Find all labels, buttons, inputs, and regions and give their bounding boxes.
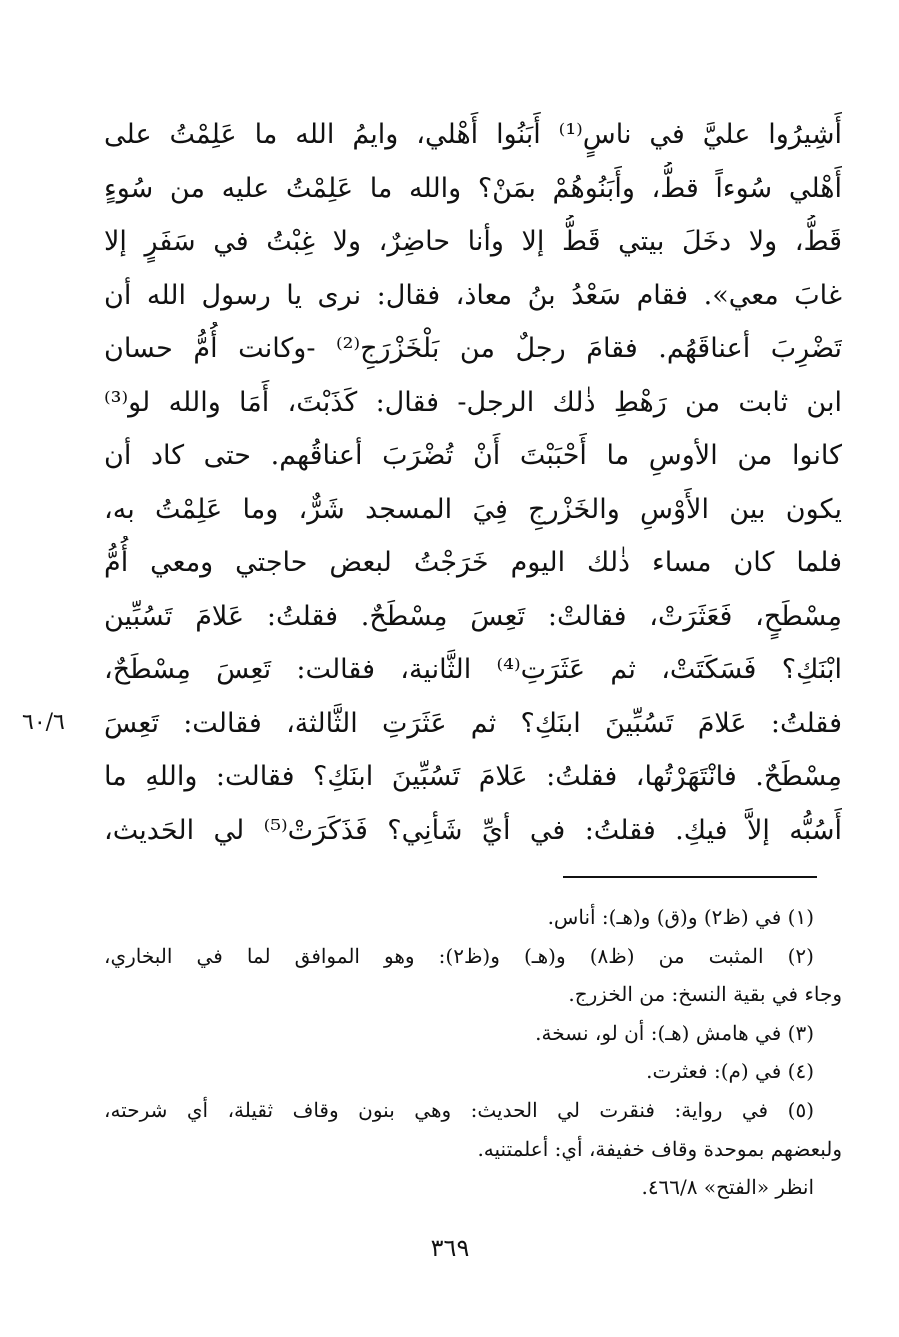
margin-reference: ٦٠/٦ — [22, 710, 65, 735]
main-text — [104, 108, 842, 857]
text-line: مِسْطَحٌ. فانْتَهَرْتُها، فقلتُ: عَلامَ تَسُبِّينَ ابنَكِ؟ فقالت: واللهِ ما — [104, 761, 842, 792]
footnote-line: (١) في (ظ٢) و(ق) و(هـ): أناس. — [547, 905, 814, 929]
text-line: ابْنَكِ؟ فَسَكَتَتْ، ثم عَثَرَتِ⁽⁴⁾ الثَّانية، فقالت: تَعِسَ مِسْطَحٌ، — [104, 654, 842, 685]
text-line: كانوا من الأوسِ ما أَحْبَبْتَ أَنْ تُضْرَبَ أعناقُهم. حتى كاد أن — [104, 440, 842, 471]
footnote-separator — [563, 876, 817, 878]
footnote-line: انظر «الفتح» ٤٦٦/٨. — [641, 1175, 814, 1200]
text-line: مِسْطَحٍ، فَعَثَرَتْ، فقالتْ: تَعِسَ مِسْطَحٌ. فقلتُ: عَلامَ تَسُبِّين — [104, 600, 842, 632]
text-line: يكون بين الأَوْسِ والخَزْرجِ فِيَ المسجد شَرٌّ، وما عَلِمْتُ به، — [104, 493, 842, 525]
footnote-line: ولبعضهم بموحدة وقاف خفيفة، أي: أعلمتنيه. — [477, 1136, 842, 1161]
footnote-line: (٥) في رواية: فنقرت لي الحديث: وهي بنون وقاف ثقيلة، أي شرحته، — [104, 1097, 814, 1122]
text-line: أَسُبُّه إلاَّ فيكِ. فقلتُ: في أيِّ شَأنِي؟ فَذَكَرَتْ⁽⁵⁾ لي الحَديث، — [104, 814, 842, 846]
text-line: قَطُّ، ولا دخَلَ بيتي قَطُّ إلا وأنا حاضِرٌ، ولا غِبْتُ في سَفَرٍ إلا — [104, 226, 842, 257]
text-line: فلما كان مساء ذٰلك اليوم خَرَجْتُ لبعض حاجتي ومعي أُمُّ — [104, 547, 842, 578]
page-number: ٣٦٩ — [430, 1234, 470, 1262]
footnote-line: (٣) في هامش (هـ): أن لو، نسخة. — [535, 1020, 814, 1045]
text-line: أَشِيرُوا عليَّ في ناسٍ⁽¹⁾ أَبَنُوا أَهْلي، وايمُ الله ما عَلِمْتُ على — [104, 119, 842, 150]
text-line: أَهْلي سُوءاً قطُّ، وأَبَنُوهُمْ بمَنْ؟ والله ما عَلِمْتُ عليه من سُوءٍ — [104, 172, 842, 204]
text-line: ابن ثابت من رَهْطِ ذٰلك الرجل- فقال: كَذَبْتَ، أَمَا والله لو⁽³⁾ — [104, 386, 842, 418]
text-line: غابَ معي». فقام سَعْدُ بنُ معاذ، فقال: نرى يا رسول الله أن — [104, 279, 842, 311]
text-line: فقلتُ: عَلامَ تَسُبِّينَ ابنَكِ؟ ثم عَثَرَتِ الثَّالثة، فقالت: تَعِسَ — [104, 707, 842, 739]
footnote-line: (٢) المثبت من (ظ٨) و(هـ) و(ظ٢): وهو الموافق لما في البخاري، — [104, 943, 814, 968]
footnote-line: (٤) في (م): فعثرت. — [646, 1059, 814, 1084]
text-line: تَضْرِبَ أعناقَهُم. فقامَ رجلٌ من بَلْخَزْرَجِ⁽²⁾ -وكانت أُمُّ حسان — [104, 333, 842, 364]
footnotes — [104, 898, 842, 1207]
footnote-line: وجاء في بقية النسخ: من الخزرج. — [568, 982, 842, 1007]
